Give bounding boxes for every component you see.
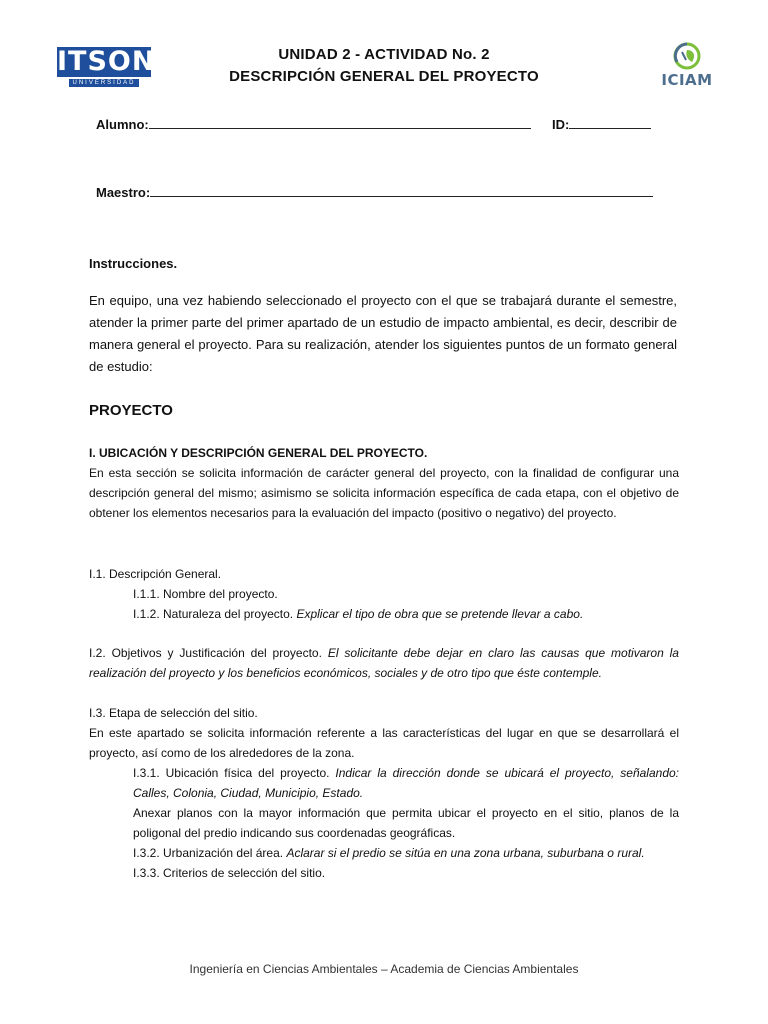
iciam-logo-text: ICIAM [661, 71, 713, 89]
section-1-2-label: I.2. Objetivos y Justificación del proyecto. [89, 646, 322, 660]
document-title: DESCRIPCIÓN GENERAL DEL PROYECTO [229, 68, 539, 85]
section-1-3-2-note: Aclarar si el predio se sitúa en una zona urbana, suburbana o rural. [286, 846, 645, 860]
section-1-3-1 [133, 763, 679, 803]
alumno-field[interactable] [96, 116, 531, 132]
section-1-3-body: En este apartado se solicita información referente a las características del lugar en que se desarrollará el proyecto, así como de los alrededores de la zona. [89, 726, 679, 760]
section-1-1-2 [133, 604, 583, 624]
section-1-3-3: I.3.3. Criterios de selección del sitio. [133, 866, 326, 880]
maestro-field[interactable] [96, 184, 653, 200]
section-1-1-1: I.1.1. Nombre del proyecto. [133, 587, 278, 601]
id-label: ID: [552, 117, 570, 132]
section-1-3-2-label: I.3.2. Urbanización del área. [133, 846, 284, 860]
alumno-line[interactable] [149, 116, 531, 129]
section-1-1-2-note: Explicar el tipo de obra que se pretende llevar a cabo. [296, 607, 584, 621]
activity-title: UNIDAD 2 - ACTIVIDAD No. 2 [278, 46, 490, 63]
itson-logo-subtext: UNIVERSIDAD [69, 79, 139, 87]
section-1-body: En esta sección se solicita información de carácter general del proyecto, con la finalidad de configurar una descripción general del mismo; asimismo se solicita información específica de cada etapa, con el objetivo de obtener los elementos necesarios para la evaluación del impacto (positivo o negativo) del proyecto. [89, 466, 679, 520]
proyecto-heading: PROYECTO [89, 402, 173, 419]
section-1-3-2 [133, 843, 645, 863]
maestro-line[interactable] [150, 184, 653, 197]
instructions-body: En equipo, una vez habiendo seleccionado el proyecto con el que se trabajará durante el semestre, atender la primer parte del primer apartado de un estudio de impacto ambiental, es decir, describir de manera general el proyecto. Para su realización, atender los siguientes puntos de un formato general de estudio: [89, 293, 677, 374]
maestro-label: Maestro: [96, 185, 151, 200]
id-line[interactable] [569, 116, 651, 129]
instructions-heading: Instrucciones. [89, 256, 178, 271]
section-1-3-1-extra: Anexar planos con la mayor información que permita ubicar el proyecto en el sitio, planos de la poligonal del predio indicando sus coordenadas geográficas. [133, 806, 679, 840]
section-1-3-1-label: I.3.1. Ubicación física del proyecto. [133, 766, 330, 780]
section-1-1-2-label: I.1.2. Naturaleza del proyecto. [133, 607, 294, 621]
itson-logo-text: ITSON [57, 46, 156, 77]
id-field[interactable] [552, 116, 651, 132]
section-1-3-1-note: Indicar la dirección donde se ubicará el proyecto, señalando: Calles, Colonia, Ciudad, Municipio, Estado. [133, 766, 680, 800]
page-footer: Ingeniería en Ciencias Ambientales – Academia de Ciencias Ambientales [189, 962, 579, 976]
section-1-1-heading: I.1. Descripción General. [89, 567, 222, 581]
section-1-heading: I. UBICACIÓN Y DESCRIPCIÓN GENERAL DEL PROYECTO. [89, 446, 428, 460]
section-1-2-note: El solicitante debe dejar en claro las causas que motivaron la realización del proyecto y los beneficios económicos, sociales y de otro tipo que éste contemple. [89, 646, 679, 680]
alumno-label: Alumno: [96, 117, 149, 132]
section-1-2 [89, 643, 679, 683]
section-1-3-heading: I.3. Etapa de selección del sitio. [89, 706, 258, 720]
